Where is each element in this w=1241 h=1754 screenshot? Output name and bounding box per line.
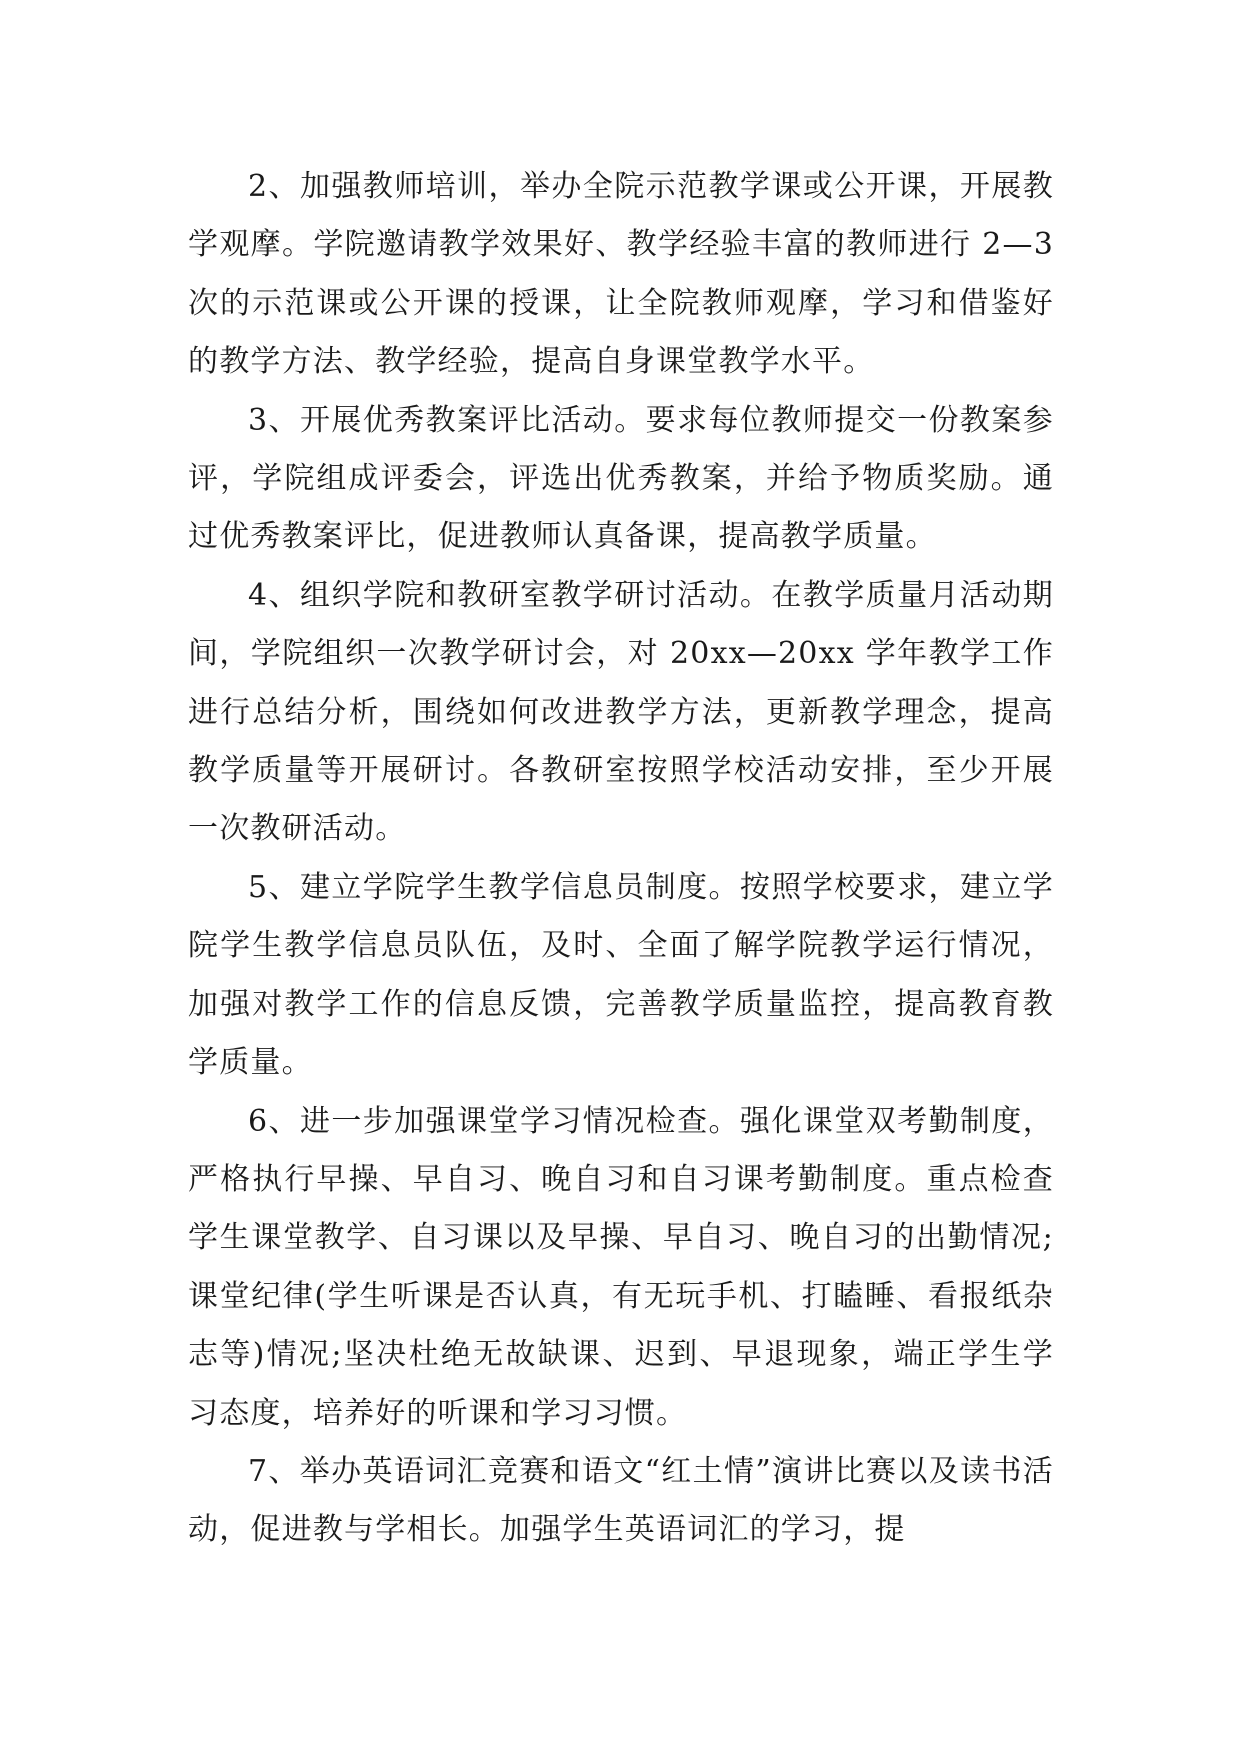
paragraph-item-3: 3、开展优秀教案评比活动。要求每位教师提交一份教案参评，学院组成评委会，评选出优秀教案，并给予物质奖励。通过优秀教案评比，促进教师认真备课，提高教学质量。 [188, 402, 1054, 555]
document-body [188, 158, 1054, 1560]
paragraph-item-5: 5、建立学院学生教学信息员制度。按照学校要求，建立学院学生教学信息员队伍，及时、全面了解学院教学运行情况，加强对教学工作的信息反馈，完善教学质量监控，提高教育教学质量。 [188, 869, 1054, 1081]
paragraph-item-4: 4、组织学院和教研室教学研讨活动。在教学质量月活动期间，学院组织一次教学研讨会，对 20xx—20xx 学年教学工作进行总结分析，围绕如何改进教学方法，更新教学理念，提高教学质量等开展研讨。各教研室按照学校活动安排，至少开展一次教研活动。 [188, 577, 1054, 847]
paragraph-item-2: 2、加强教师培训，举办全院示范教学课或公开课，开展教学观摩。学院邀请教学效果好、教学经验丰富的教师进行 2—3 次的示范课或公开课的授课，让全院教师观摩，学习和借鉴好的教学方法、教学经验，提高自身课堂教学水平。 [188, 169, 1054, 380]
paragraph-item-7: 7、举办英语词汇竞赛和语文“红土情”演讲比赛以及读书活动，促进教与学相长。加强学生英语词汇的学习，提 [188, 1453, 1054, 1548]
paragraph-item-6: 6、进一步加强课堂学习情况检查。强化课堂双考勤制度，严格执行早操、早自习、晚自习和自习课考勤制度。重点检查学生课堂教学、自习课以及早操、早自习、晚自习的出勤情况;课堂纪律(学生听课是否认真，有无玩手机、打瞌睡、看报纸杂志等)情况;坚决杜绝无故缺课、迟到、早退现象，端正学生学习态度，培养好的听课和学习习惯。 [188, 1103, 1054, 1431]
